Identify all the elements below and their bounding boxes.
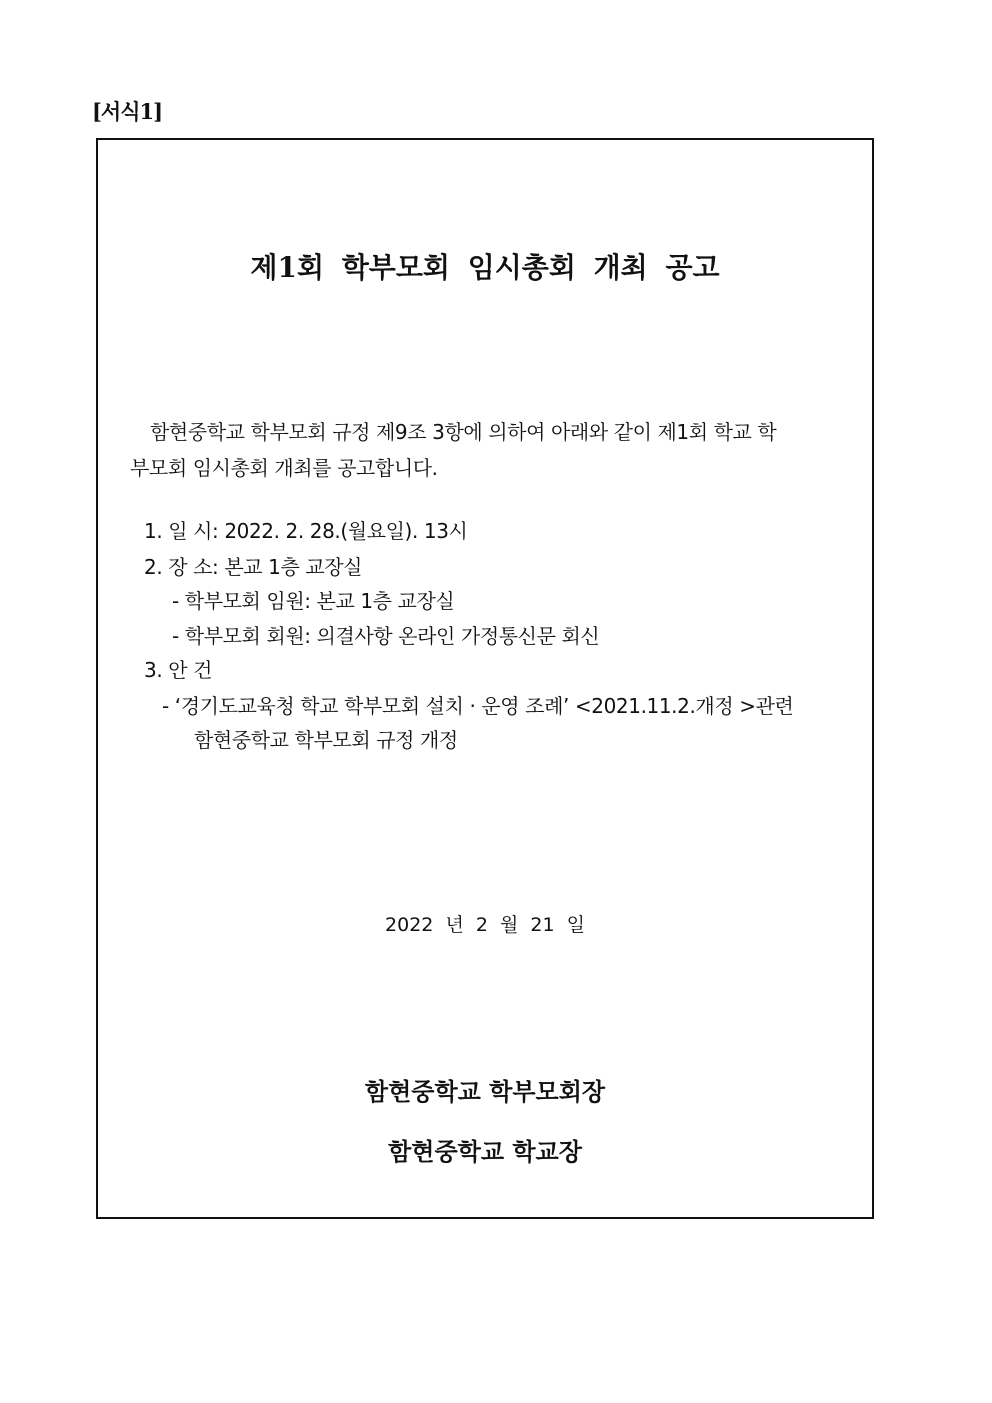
item-place: 2. 장 소: 본교 1층 교장실 [144,555,363,579]
notice-frame [96,138,874,1219]
item-agenda-heading: 3. 안 건 [144,658,213,682]
item-agenda-line-2: 함현중학교 학부모회 규정 개정 [194,728,458,752]
item-place-members: - 학부모회 회원: 의결사항 온라인 가정통신문 회신 [172,624,600,648]
item-place-officers: - 학부모회 임원: 본교 1층 교장실 [172,589,455,613]
form-label: [서식1] [92,99,163,124]
item-agenda-line-1: - ‘경기도교육청 학교 학부모회 설치 · 운영 조례’ <2021.11.2.개정 >관련 [162,694,794,718]
intro-paragraph [130,414,870,486]
signer-parent-council-chair: 함현중학교 학부모회장 [364,1077,606,1106]
notice-date: 2022 년 2 월 21 일 [385,914,585,936]
intro-line-2: 부모회 임시총회 개최를 공고합니다. [130,456,438,480]
notice-title: 제1회 학부모회 임시총회 개최 공고 [250,251,720,284]
item-datetime: 1. 일 시: 2022. 2. 28.(월요일). 13시 [144,519,468,543]
intro-line-1: 함현중학교 학부모회 규정 제9조 3항에 의하여 아래와 같이 제1회 학교 학 [150,420,777,444]
signer-principal: 함현중학교 학교장 [388,1137,582,1166]
